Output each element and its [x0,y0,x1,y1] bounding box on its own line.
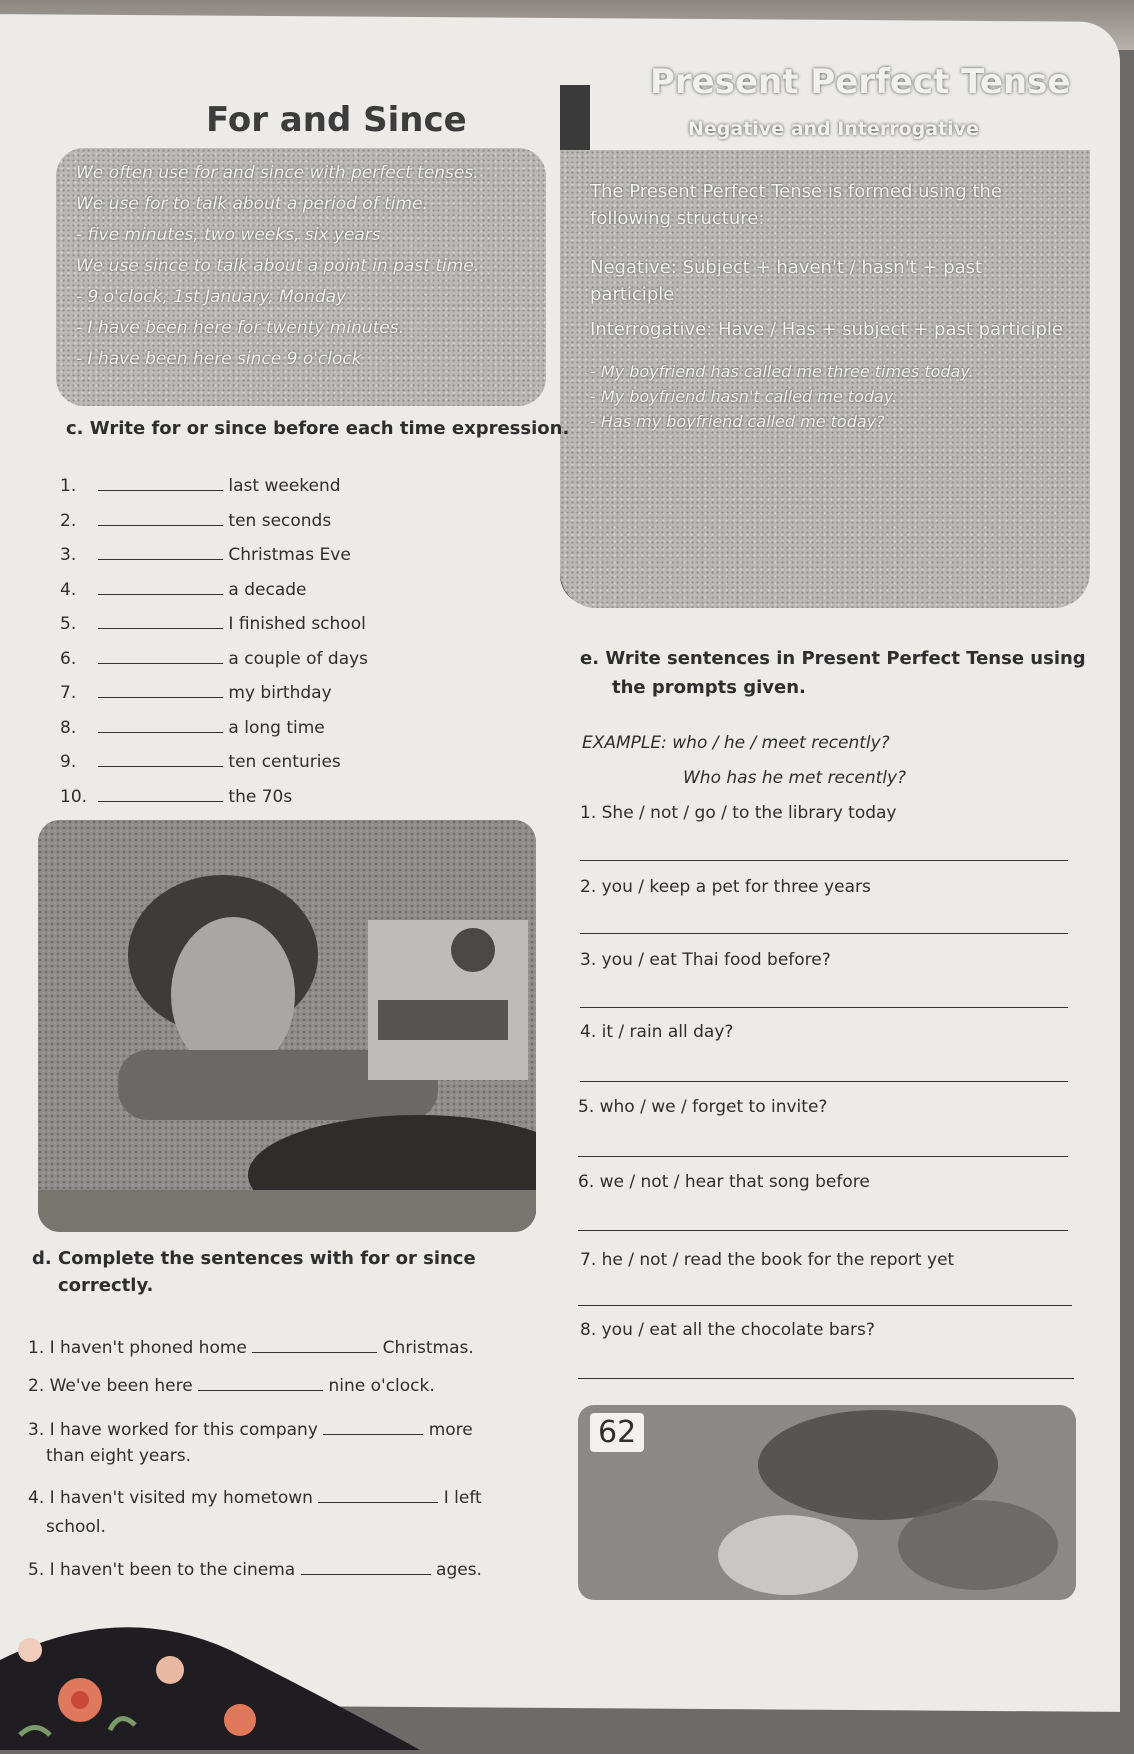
answer-line[interactable] [580,1081,1068,1082]
answer-blank[interactable] [301,1560,431,1575]
structure-intro: The Present Perfect Tense is formed using the following structure: [590,181,1002,229]
example-answer: Who has he met recently? [683,768,907,788]
item-text: my birthday [228,683,332,703]
list-item [60,683,480,718]
item-number: 7. [60,683,77,703]
answer-line[interactable] [580,933,1068,934]
prompt-item: 8. you / eat all the chocolate bars? [580,1320,875,1340]
section-c-list [60,476,480,821]
prompt-item: 3. you / eat Thai food before? [580,950,831,970]
section-e-heading: e. Write sentences in Present Perfect Tense using [580,648,1086,669]
answer-blank[interactable] [98,511,223,526]
sentence-start: 3. I have worked for this company [28,1420,318,1440]
list-item [60,545,480,580]
woman-photo [38,820,536,1232]
interrogative-rule: Interrogative: Have / Has + subject + past participle [590,319,1063,340]
sentence-start: 4. I haven't visited my hometown [28,1488,313,1508]
list-item [60,511,480,546]
section-d-heading: d. Complete the sentences with for or since [32,1248,476,1269]
item-number: 9. [60,752,77,772]
info-line: - 9 o'clock, 1st January, Monday [76,287,347,307]
example-line: - My boyfriend hasn't called me today. [590,387,898,406]
example-line: - My boyfriend has called me three times today. [590,362,974,381]
sentence-start: 5. I haven't been to the cinema [28,1560,296,1580]
item-number: 8. [60,717,77,738]
info-line: We often use for and since with perfect tenses. [76,163,479,183]
item-text: last weekend [228,476,341,496]
present-perfect-info-box [560,150,1090,608]
list-item [60,476,480,511]
bottom-photo-illustration [578,1405,1076,1600]
item-text: a long time [228,717,325,738]
answer-line[interactable] [578,1305,1072,1306]
answer-blank[interactable] [98,580,223,595]
answer-blank[interactable] [98,649,223,664]
answer-blank[interactable] [98,787,223,802]
list-item [60,752,480,787]
negative-rule: Negative: Subject + haven't / hasn't + past participle [590,257,983,305]
sentence-end: nine o'clock. [328,1376,435,1396]
info-line: We use since to talk about a point in past time. [76,256,480,276]
item-text: a decade [228,579,307,600]
answer-blank[interactable] [252,1338,377,1353]
sentence-item [28,1376,435,1396]
answer-line[interactable] [578,1230,1068,1231]
list-item [60,718,480,753]
answer-blank[interactable] [98,476,223,491]
sentence-item [28,1338,474,1358]
item-text: Christmas Eve [228,545,351,565]
prompt-item: 2. you / keep a pet for three years [580,877,871,897]
info-line: - I have been here for twenty minutes. [76,318,404,338]
list-item [60,649,480,684]
for-since-info-box [56,148,546,406]
item-text: a couple of days [228,648,369,669]
list-item [60,614,480,649]
answer-blank[interactable] [98,614,223,629]
item-number: 4. [60,579,77,600]
item-number: 6. [60,648,77,669]
answer-blank[interactable] [98,683,223,698]
sentence-end: I left [443,1488,482,1508]
prompt-item: 6. we / not / hear that song before [578,1172,870,1192]
sentence-start: 1. I haven't phoned home [28,1338,247,1358]
prompt-item: 7. he / not / read the book for the report yet [580,1250,955,1270]
bottom-photo [578,1405,1076,1600]
sentence-continuation: than eight years. [46,1446,192,1466]
sentence-item [28,1488,482,1508]
woman-listening-illustration [38,820,536,1232]
page-number: 62 [590,1413,644,1452]
answer-blank[interactable] [98,752,223,767]
section-c-heading: c. Write for or since before each time expression. [66,418,570,439]
prompt-item: 5. who / we / forget to invite? [578,1097,828,1117]
answer-line[interactable] [580,1007,1068,1008]
info-line: We use for to talk about a period of time. [76,194,428,214]
sentence-continuation: school. [46,1517,106,1537]
prompt-item: 1. She / not / go / to the library today [580,803,897,823]
section-d-heading-cont: correctly. [58,1275,154,1296]
present-perfect-title: Present Perfect Tense [650,62,1071,102]
sentence-end: ages. [436,1560,482,1580]
item-text: ten centuries [228,752,341,772]
list-item [60,580,480,615]
item-number: 2. [60,510,77,531]
example-prompt: EXAMPLE: who / he / meet recently? [582,733,890,753]
item-number: 3. [60,545,77,565]
answer-blank[interactable] [98,545,223,560]
sentence-end: Christmas. [382,1338,474,1358]
item-number: 10. [60,786,88,807]
answer-blank[interactable] [198,1376,323,1391]
present-perfect-subtitle: Negative and Interrogative [688,118,979,140]
answer-line[interactable] [578,1378,1074,1379]
item-text: the 70s [228,786,293,807]
section-e-heading-cont: the prompts given. [612,677,806,698]
floral-fabric-illustration [0,1610,520,1750]
item-text: I finished school [228,614,366,634]
sentence-item [28,1420,473,1440]
sentence-start: 2. We've been here [28,1376,193,1396]
item-number: 5. [60,614,77,634]
item-text: ten seconds [228,510,332,531]
list-item [60,787,480,822]
answer-blank[interactable] [98,718,223,733]
info-line: - I have been here since 9 o'clock [76,349,362,369]
prompt-item: 4. it / rain all day? [580,1022,734,1042]
example-line: - Has my boyfriend called me today? [590,412,885,431]
sentence-item [28,1560,482,1580]
info-line: - five minutes, two weeks, six years [76,225,381,245]
for-since-title: For and Since [206,100,467,140]
fabric-corner [0,1610,520,1750]
answer-blank[interactable] [323,1420,423,1435]
answer-blank[interactable] [318,1488,438,1503]
answer-line[interactable] [578,1156,1068,1157]
answer-line[interactable] [580,860,1068,861]
item-number: 1. [60,476,77,496]
sentence-end: more [428,1420,473,1440]
